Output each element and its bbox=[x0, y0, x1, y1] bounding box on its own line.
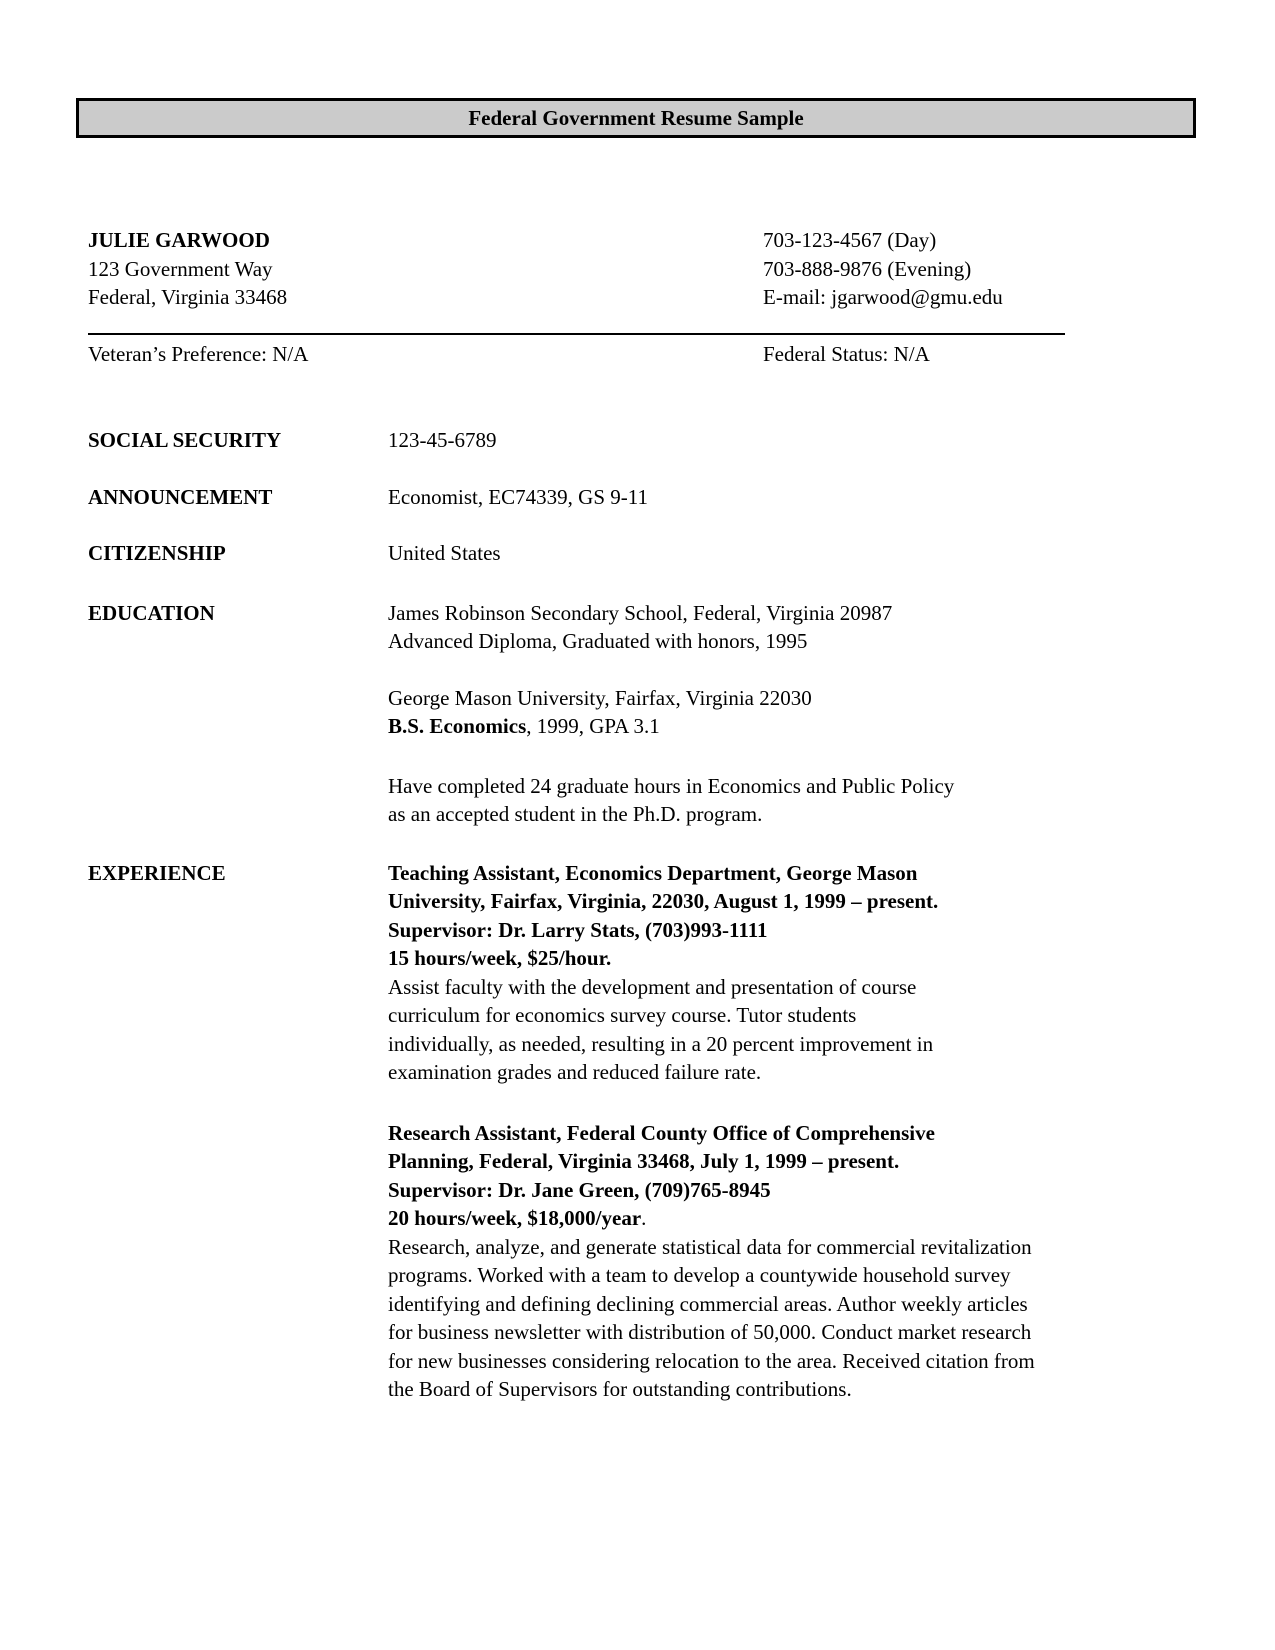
experience-job1 bbox=[388, 859, 1275, 1087]
address-line1: 123 Government Way bbox=[88, 256, 273, 281]
section-label: EXPERIENCE bbox=[88, 860, 226, 885]
email-text: E-mail: jgarwood@gmu.edu bbox=[763, 285, 1003, 309]
job-heading-line: Research Assistant, Federal County Office of Comprehensive bbox=[388, 1120, 935, 1145]
candidate-name: JULIE GARWOOD bbox=[88, 228, 270, 252]
education-degree-line bbox=[388, 712, 1275, 741]
section-citizenship bbox=[88, 539, 1275, 568]
experience-job2 bbox=[388, 1119, 1275, 1404]
address-line2: Federal, Virginia 33468 bbox=[88, 285, 288, 309]
education-line: James Robinson Secondary School, Federal, Virginia 20987 bbox=[388, 600, 893, 625]
job-heading-line: Supervisor: Dr. Jane Green, (709)765-8945 bbox=[388, 1177, 771, 1202]
education-line: Have completed 24 graduate hours in Economics and Public Policy bbox=[388, 773, 955, 798]
citizenship-value: United States bbox=[388, 541, 501, 565]
job-body-line: for new businesses considering relocation to the area. Received citation from bbox=[388, 1348, 1035, 1373]
education-high-school bbox=[388, 599, 1275, 656]
job-heading-line: Planning, Federal, Virginia 33468, July 1, 1999 – present. bbox=[388, 1149, 900, 1173]
page-title: Federal Government Resume Sample bbox=[468, 106, 804, 130]
job-heading-line: Teaching Assistant, Economics Department, George Mason bbox=[388, 860, 918, 885]
degree-name: B.S. Economics bbox=[388, 714, 527, 738]
contact-row bbox=[88, 255, 1275, 284]
announcement-value: Economist, EC74339, GS 9-11 bbox=[388, 484, 648, 509]
federal-status: Federal Status: N/A bbox=[763, 341, 930, 366]
section-experience bbox=[88, 859, 1275, 1404]
section-social-security bbox=[88, 426, 1275, 455]
job-body-line: identifying and defining declining commercial areas. Author weekly articles bbox=[388, 1291, 1028, 1316]
job-body-line: for business newsletter with distribution of 50,000. Conduct market research bbox=[388, 1320, 1032, 1344]
degree-details: , 1999, GPA 3.1 bbox=[526, 714, 660, 738]
phone-evening: 703-888-9876 (Evening) bbox=[763, 256, 972, 281]
contact-row bbox=[88, 226, 1275, 255]
contact-row bbox=[88, 283, 1275, 312]
social-security-value: 123-45-6789 bbox=[388, 428, 497, 452]
divider-line bbox=[88, 333, 1065, 335]
section-label: EDUCATION bbox=[88, 600, 215, 625]
job-body-line: curriculum for economics survey course. Tutor students bbox=[388, 1003, 857, 1027]
veteran-preference: Veteran’s Preference: N/A bbox=[88, 341, 309, 366]
job-hours-line bbox=[388, 1204, 1275, 1233]
education-university bbox=[388, 684, 1275, 741]
title-banner bbox=[76, 98, 1196, 138]
job-heading-line: 15 hours/week, $25/hour. bbox=[388, 946, 612, 970]
contact-block bbox=[88, 226, 1275, 312]
job-hours-period: . bbox=[641, 1206, 647, 1230]
education-line: as an accepted student in the Ph.D. program. bbox=[388, 802, 763, 826]
education-graduate bbox=[388, 772, 1275, 829]
education-line: Advanced Diploma, Graduated with honors, 1995 bbox=[388, 629, 808, 653]
status-row bbox=[88, 340, 1275, 369]
section-label: SOCIAL SECURITY bbox=[88, 428, 282, 452]
section-label: ANNOUNCEMENT bbox=[88, 484, 273, 509]
job-hours-bold: 20 hours/week, $18,000/year bbox=[388, 1206, 642, 1230]
job-heading-line: University, Fairfax, Virginia, 22030, August 1, 1999 – present. bbox=[388, 889, 939, 913]
section-announcement bbox=[88, 483, 1275, 512]
section-label: CITIZENSHIP bbox=[88, 541, 226, 565]
experience-content bbox=[388, 859, 1275, 1404]
section-education bbox=[88, 599, 1275, 829]
job-body-line: Assist faculty with the development and presentation of course bbox=[388, 974, 917, 999]
job-body-line: examination grades and reduced failure rate. bbox=[388, 1060, 762, 1084]
education-line: George Mason University, Fairfax, Virginia 22030 bbox=[388, 685, 812, 710]
job-body-line: programs. Worked with a team to develop a countywide household survey bbox=[388, 1263, 1011, 1287]
education-content bbox=[388, 599, 1275, 829]
job-heading-line: Supervisor: Dr. Larry Stats, (703)993-1111 bbox=[388, 917, 768, 942]
job-body-line: Research, analyze, and generate statistical data for commercial revitalization bbox=[388, 1234, 1032, 1259]
job-body-line: the Board of Supervisors for outstanding contributions. bbox=[388, 1377, 852, 1401]
job-body-line: individually, as needed, resulting in a 20 percent improvement in bbox=[388, 1031, 934, 1056]
phone-day: 703-123-4567 (Day) bbox=[763, 228, 937, 252]
